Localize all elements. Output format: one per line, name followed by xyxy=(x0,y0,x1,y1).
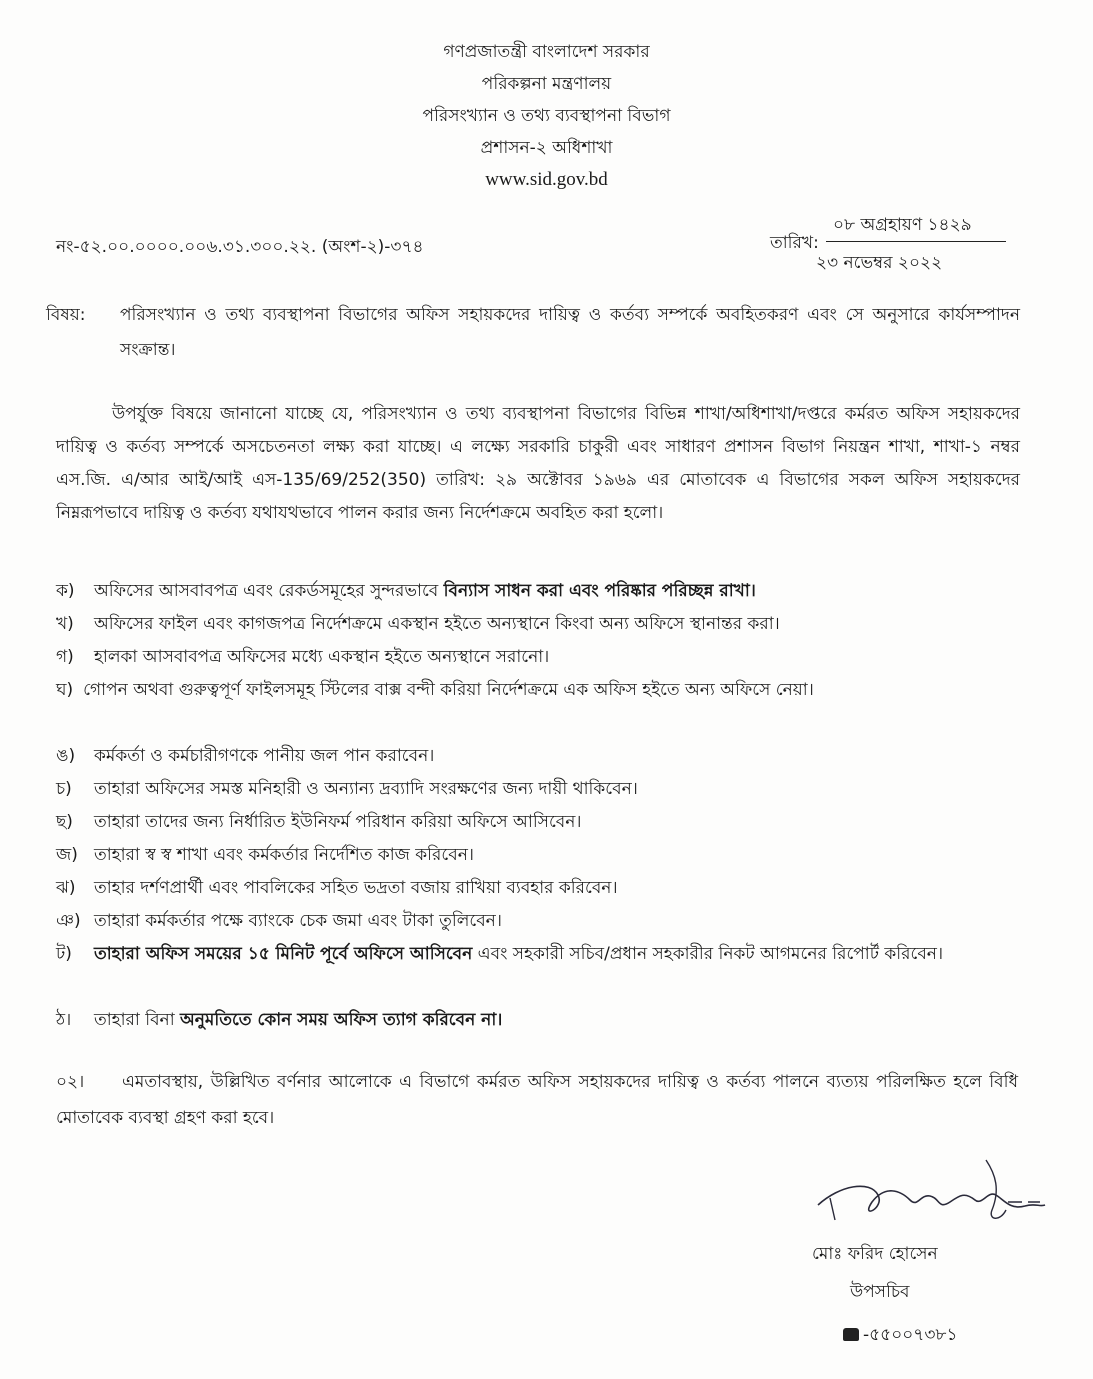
signatory-name: মোঃ ফরিদ হোসেন xyxy=(812,1244,938,1264)
duties-list xyxy=(56,575,1018,1037)
list-item: গ) হালকা আসবাবপত্র অফিসের মধ্যে একস্থান হইতে অন্যস্থানে সরানো। xyxy=(56,641,1018,674)
signatory-designation: উপসচিব xyxy=(850,1282,910,1302)
branch-name: প্রশাসন-২ অধিশাখা xyxy=(480,138,613,158)
list-item: ঞ) তাহারা কর্মকর্তার পক্ষে ব্যাংকে চেক জমা এবং টাকা তুলিবেন। xyxy=(56,905,1018,938)
list-item: ঝ) তাহার দর্শণপ্রার্থী এবং পাবলিকের সহিত ভদ্রতা বজায় রাখিয়া ব্যবহার করিবেন। xyxy=(56,872,1018,905)
list-marker: ট) xyxy=(56,944,72,964)
list-item: জ) তাহারা স্ব স্ব শাখা এবং কর্মকর্তার নির্দেশিত কাজ করিবেন। xyxy=(56,839,1018,872)
list-item: ট) তাহারা অফিস সময়ের ১৫ মিনিট পূর্বে অফিসে আসিবেন এবং সহকারী সচিব/প্রধান সহকারীর নিকট আগমনের রিপোর্ট করিবেন। xyxy=(56,938,1018,1004)
list-marker: ঙ) xyxy=(56,746,76,766)
signatory-phone xyxy=(843,1322,957,1350)
list-marker: ঞ) xyxy=(56,911,81,931)
subject-text: পরিসংখ্যান ও তথ্য ব্যবস্থাপনা বিভাগের অফিস সহায়কদের দায়িত্ব ও কর্তব্য সম্পর্কে অবহিতকরণ এবং সে অনুসারে কার্যসম্পাদন সংক্রান্ত। xyxy=(120,305,1020,360)
telephone-icon xyxy=(843,1328,859,1341)
list-item: চ) তাহারা অফিসের সমস্ত মনিহারী ও অন্যান্য দ্রব্যাদি সংরক্ষণের জন্য দায়ী থাকিবেন। xyxy=(56,773,1018,806)
list-marker: চ) xyxy=(56,779,72,799)
list-marker: ছ) xyxy=(56,812,73,832)
list-marker: ঝ) xyxy=(56,878,76,898)
date-bangla: ০৮ অগ্রহায়ণ ১৪২৯ xyxy=(833,215,972,235)
paragraph-text: এমতাবস্থায়, উল্লিখিত বর্ণনার আলোকে এ বিভাগে কর্মরত অফিস সহায়কদের দায়িত্ব ও কর্তব্য পালনে ব্যত্যয় পরিলক্ষিত হলে বিধি মোতাবেক ব্যবস্থা গ্রহণ করা হবে। xyxy=(56,1072,1018,1128)
list-item: ঙ) কর্মকর্তা ও কর্মচারীগণকে পানীয় জল পান করাবেন। xyxy=(56,740,1018,773)
division-name: পরিসংখ্যান ও তথ্য ব্যবস্থাপনা বিভাগ xyxy=(422,106,671,126)
government-name: গণপ্রজাতন্ত্রী বাংলাদেশ সরকার xyxy=(443,42,650,62)
handwritten-signature xyxy=(800,1150,1050,1235)
list-marker: গ) xyxy=(56,647,74,667)
paragraph-number: ০২। xyxy=(56,1072,85,1092)
list-marker: খ) xyxy=(56,614,74,634)
list-item: ঘ) গোপন অথবা গুরুত্বপূর্ণ ফাইলসমূহ স্টিলের বাক্স বন্দী করিয়া নির্দেশক্রমে এক অফিস হইতে অন্য অফিসে নেয়া। xyxy=(56,680,814,700)
list-marker: জ) xyxy=(56,845,78,865)
list-item: ঠ। তাহারা বিনা অনুমতিতে কোন সময় অফিস ত্যাগ করিবেন না। xyxy=(56,1004,1018,1037)
list-marker: ঠ। xyxy=(56,1010,72,1030)
ministry-name: পরিকল্পনা মন্ত্রণালয় xyxy=(481,74,612,94)
subject-label: বিষয়: xyxy=(46,305,86,325)
body-paragraph: উপর্যুক্ত বিষয়ে জানানো যাচ্ছে যে, পরিসংখ্যান ও তথ্য ব্যবস্থাপনা বিভাগের বিভিন্ন শাখা/অধিশাখা/দপ্তরে কর্মরত অফিস সহায়কদের দায়িত্ব ও কর্তব্য সম্পর্কে অসচেতনতা লক্ষ্য করা যাচ্ছে। এ লক্ষ্যে সরকারি চাকুরী এবং সাধারণ প্রশাসন বিভাগ নিয়ন্ত্রন শাখা, শাখা-১ নম্বর এস.জি. এ/আর আই/আই এস-135/69/252(350) তারিখ: ২৯ অক্টোবর ১৯৬৯ এর মোতাবেক এ বিভাগের সকল অফিস সহায়কদের নিম্নরূপভাবে দায়িত্ব ও কর্তব্য যথাযথভাবে পালন করার জন্য নির্দেশক্রমে অবহিত করা হলো। xyxy=(56,404,1020,523)
paragraph-02 xyxy=(56,1064,1018,1136)
website-link[interactable]: www.sid.gov.bd xyxy=(485,169,608,190)
date-gregorian: ২৩ নভেম্বর ২০২২ xyxy=(816,253,943,273)
date-label: তারিখ: xyxy=(770,233,819,253)
list-item: ক) অফিসের আসবাবপত্র এবং রেকর্ডসমূহের সুন্দরভাবে বিন্যাস সাধন করা এবং পরিষ্কার পরিচ্ছন্ন রাখা। xyxy=(56,575,1018,608)
list-item: খ) অফিসের ফাইল এবং কাগজপত্র নির্দেশক্রমে একস্থান হইতে অন্যস্থানে কিংবা অন্য অফিসে স্থানান্তর করা। xyxy=(56,608,1018,641)
letterhead xyxy=(0,36,1093,196)
phone-number: -৫৫০০৭৩৮১ xyxy=(863,1325,958,1345)
memo-number: নং-৫২.০০.০০০০.০০৬.৩১.৩০০.২২. (অংশ-২)-৩৭৪ xyxy=(56,237,424,257)
date-divider xyxy=(826,241,1006,242)
list-item: ছ) তাহারা তাদের জন্য নির্ধারিত ইউনিফর্ম পরিধান করিয়া অফিসে আসিবেন। xyxy=(56,806,1018,839)
list-marker: ক) xyxy=(56,581,75,601)
list-marker: ঘ) xyxy=(56,680,74,700)
